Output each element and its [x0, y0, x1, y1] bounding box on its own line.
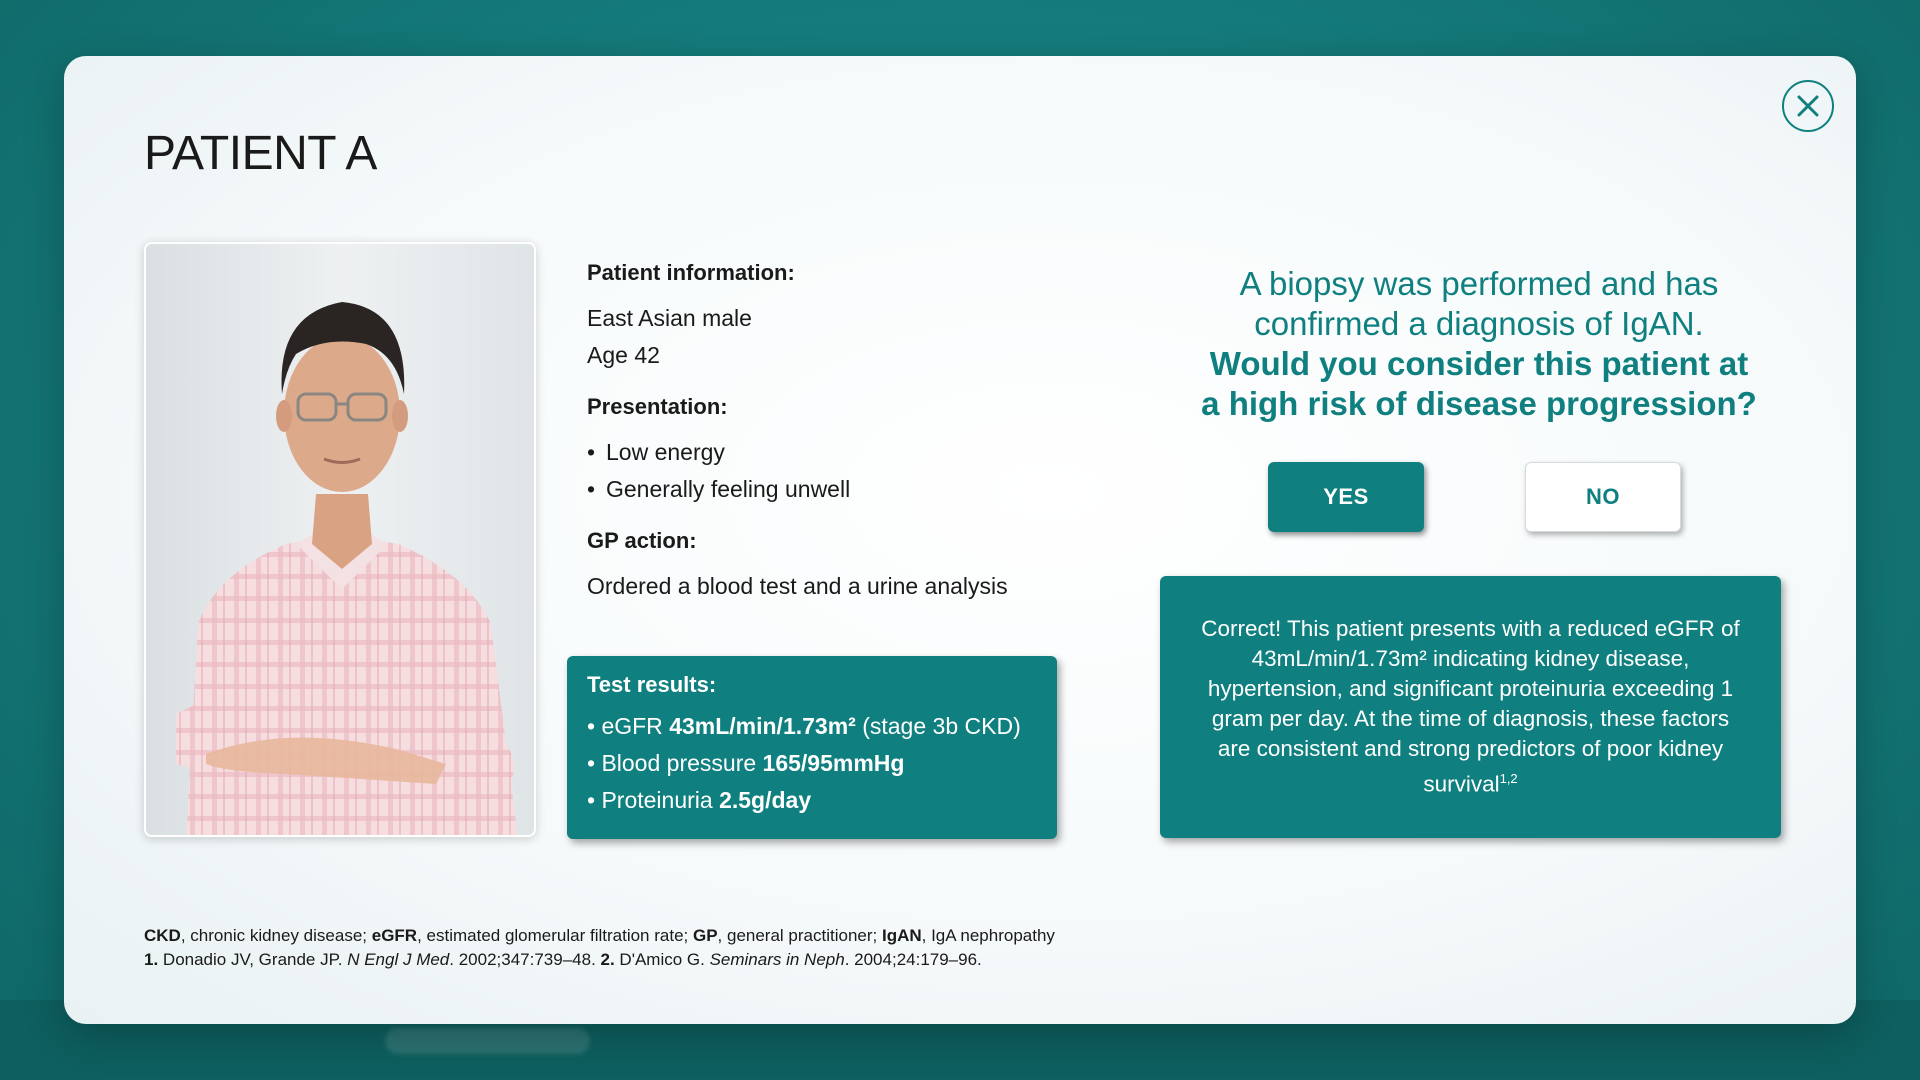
gp-action-heading: GP action:	[587, 528, 697, 553]
patient-ethnicity: East Asian male	[587, 305, 752, 331]
result-proteinuria: • Proteinuria 2.5g/day	[587, 787, 812, 813]
question-prompt-line: Would you consider this patient at	[1209, 345, 1749, 382]
feedback-panel	[1160, 576, 1781, 838]
patient-modal	[64, 56, 1856, 1024]
close-icon	[1795, 93, 1821, 119]
result-egfr: • eGFR 43mL/min/1.73m² (stage 3b CKD)	[587, 713, 1021, 739]
close-button[interactable]	[1782, 80, 1834, 132]
patient-info-heading: Patient information:	[587, 260, 795, 285]
question-prompt-line: a high risk of disease progression?	[1201, 385, 1757, 422]
page-title: PATIENT A	[144, 127, 377, 180]
patient-details	[587, 260, 1087, 625]
list-item: • Generally feeling unwell	[587, 471, 1087, 508]
presentation-item: Generally feeling unwell	[606, 476, 851, 502]
yes-button[interactable]: YES	[1268, 462, 1424, 532]
presentation-item: Low energy	[606, 439, 725, 465]
background-blurred-control	[385, 1028, 590, 1054]
result-blood-pressure: • Blood pressure 165/95mmHg	[587, 750, 905, 776]
feedback-text: Correct! This patient presents with a reduced eGFR of 43mL/min/1.73m² indicating kidney disease, hypertension, and significant proteinuria exceeding 1 gram per day. At the time of diagnosis, these factors are consistent and strong predictors of poor kidney survival$^{1,2}$	[1201, 616, 1740, 797]
gp-action-section	[587, 528, 1087, 605]
test-results-panel	[567, 656, 1057, 839]
no-button[interactable]: NO	[1525, 462, 1681, 532]
feedback-refs: 1,2	[1499, 771, 1518, 787]
list-item: • Low energy	[587, 434, 1087, 471]
presentation-section	[587, 394, 1087, 508]
question-line: A biopsy was performed and has	[1239, 265, 1719, 302]
references: 1. Donadio JV, Grande JP. N Engl J Med. 2002;347:739–48. 2. D'Amico G. Seminars in Neph. 2004;24:179–96.	[144, 950, 982, 969]
patient-age: Age 42	[587, 342, 660, 368]
test-results-heading: Test results:	[587, 672, 717, 697]
question-line: confirmed a diagnosis of IgAN.	[1254, 305, 1704, 342]
gp-action-text: Ordered a blood test and a urine analysis	[587, 573, 1008, 599]
abbreviations: CKD, chronic kidney disease; eGFR, estimated glomerular filtration rate; GP, general practitioner; IgAN, IgA nephropathy	[144, 926, 1055, 945]
question-text	[1159, 264, 1799, 424]
patient-photo	[144, 242, 536, 837]
presentation-heading: Presentation:	[587, 394, 728, 419]
patient-info-section	[587, 260, 1087, 374]
footnotes	[144, 924, 1055, 972]
